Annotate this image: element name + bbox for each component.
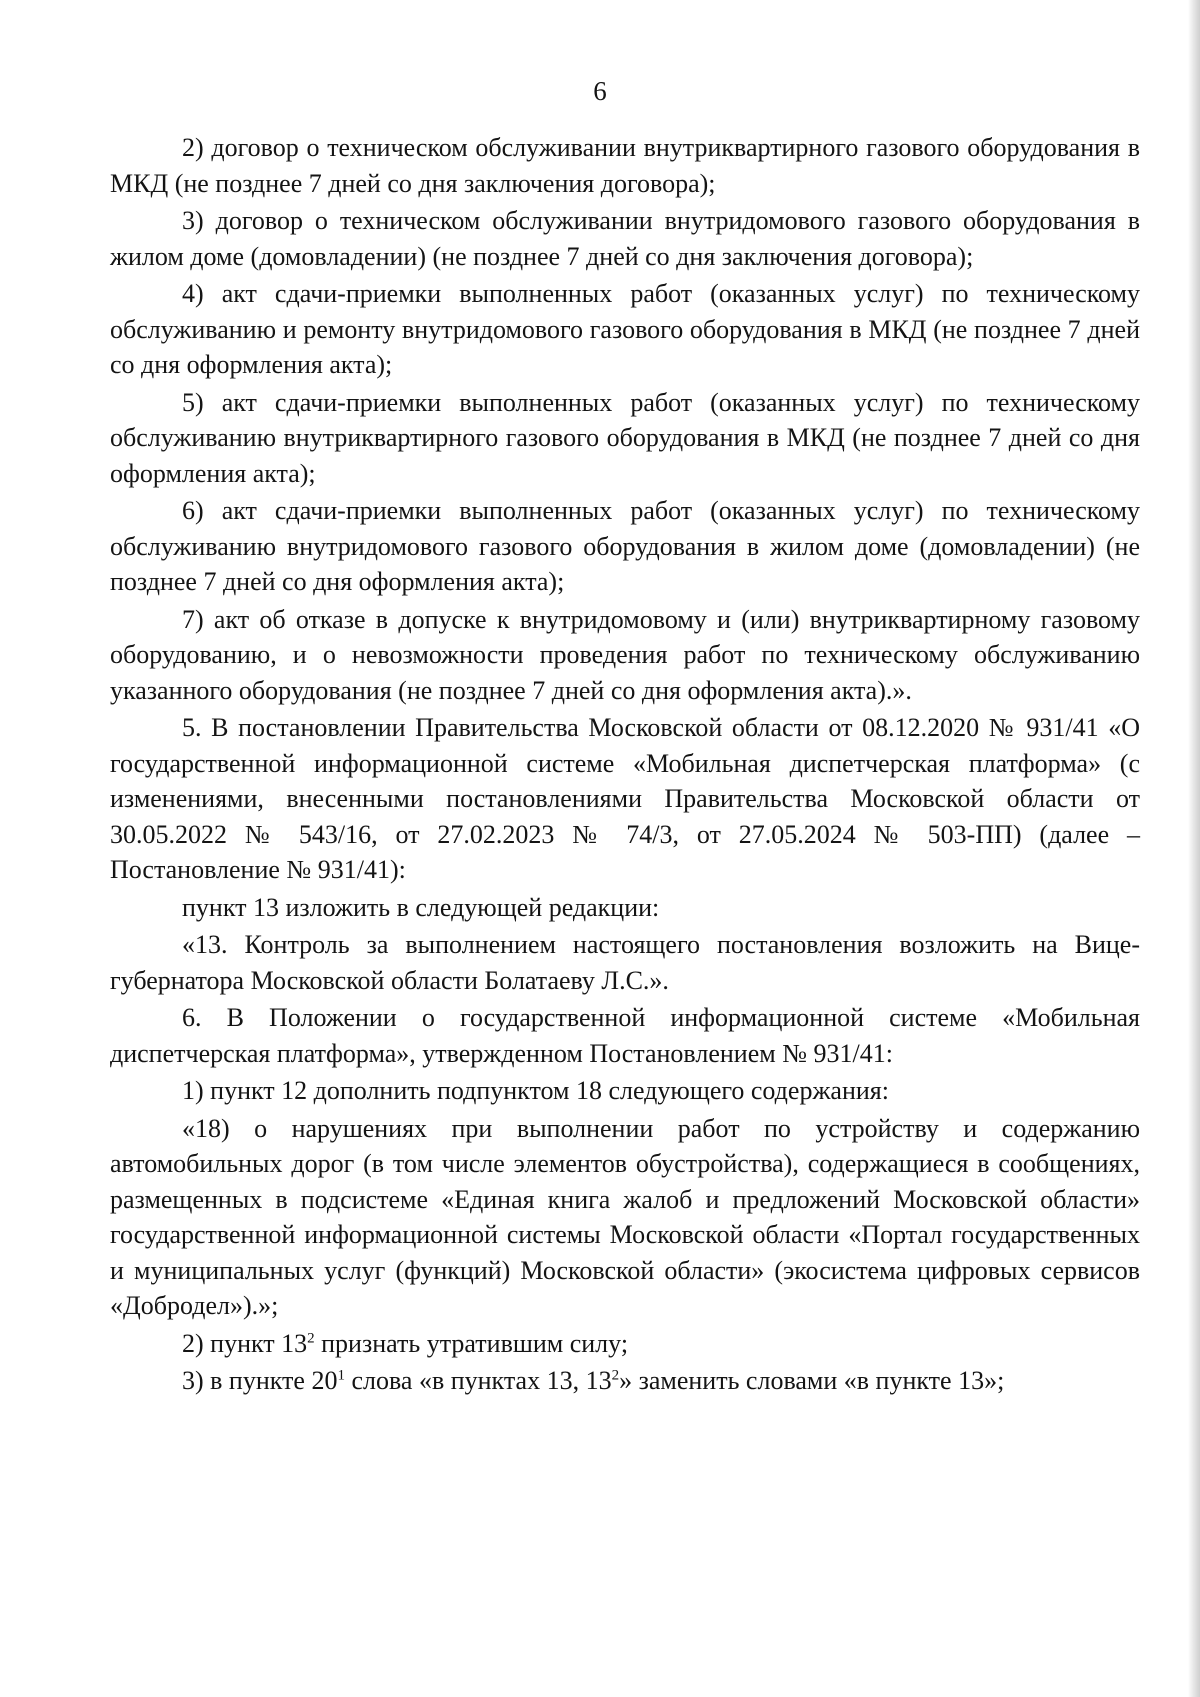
paragraph-item-2: 2) договор о техническом обслуживании внутриквартирного газового оборудования в МКД (не позднее 7 дней со дня заключения договора); — [110, 133, 1140, 198]
paragraph-subitem-3 — [110, 1363, 1140, 1399]
superscript-2b: 2 — [611, 1367, 620, 1384]
paragraph-point-13-text: «13. Контроль за выполнением настоящего постановления возложить на Вице-губернатора Московской области Болатаеву Л.С.». — [110, 930, 1140, 995]
paragraph-item-4: 4) акт сдачи-приемки выполненных работ (оказанных услуг) по техническому обслуживанию и ремонту внутридомового газового оборудования в МКД (не позднее 7 дней со дня оформления акта); — [110, 279, 1140, 379]
subitem-3-text-b: слова «в пунктах 13, 13 — [344, 1366, 612, 1395]
paragraph-subitem-18-text: «18) о нарушениях при выполнении работ по устройству и содержанию автомобильных дорог (в том числе элементов обустройства), содержащиеся в сообщениях, размещенных в подсистеме «Единая книга жалоб и предложений Московской области» государственной информационной системы Московской области «Портал государственных и муниципальных услуг (функций) Московской области» (экосистема цифровых сервисов «Добродел»).»; — [110, 1113, 1140, 1320]
scan-edge-shadow — [1188, 0, 1200, 1697]
subitem-2-text: 2) пункт 13 — [182, 1328, 308, 1358]
subitem-3-text-c: » заменить словами «в пункте 13»; — [619, 1366, 1005, 1395]
document-body — [110, 130, 1140, 1401]
paragraph-point-13-intro: пункт 13 изложить в следующей редакции: — [182, 892, 660, 922]
paragraph-subitem-2 — [110, 1326, 1140, 1362]
paragraph-section-6: 6. В Положении о государственной информационной системе «Мобильная диспетчерская платформа», утвержденном Постановлением № 931/41: — [110, 1003, 1140, 1068]
superscript-2: 2 — [307, 1329, 315, 1346]
page-number: 6 — [593, 76, 607, 106]
paragraph-section-5: 5. В постановлении Правительства Московской области от 08.12.2020 № 931/41 «О государственной информационной системе «Мобильная диспетчерская платформа» (с изменениями, внесенными постановлениями Правительства Московской области от 30.05.2022 № 543/16, от 27.02.2023 № 74/3, от 27.05.2024 № 503-ПП) (далее – Постановление № 931/41): — [110, 713, 1140, 884]
paragraph-item-7: 7) акт об отказе в допуске к внутридомовому и (или) внутриквартирному газовому оборудованию, и о невозможности проведения работ по техническому обслуживанию указанного оборудования (не позднее 7 дней со дня оформления акта).». — [110, 604, 1140, 705]
subitem-3-text-a: 3) в пункте 20 — [182, 1366, 338, 1395]
paragraph-item-3: 3) договор о техническом обслуживании внутридомового газового оборудования в жилом доме (домовладении) (не позднее 7 дней со дня заключения договора); — [110, 206, 1140, 271]
subitem-2-tail: признать утратившим силу; — [314, 1328, 629, 1358]
superscript-1: 1 — [337, 1367, 345, 1384]
paragraph-item-5: 5) акт сдачи-приемки выполненных работ (оказанных услуг) по техническому обслуживанию внутриквартирного газового оборудования в МКД (не позднее 7 дней со дня оформления акта); — [110, 387, 1140, 488]
paragraph-subitem-1: 1) пункт 12 дополнить подпунктом 18 следующего содержания: — [182, 1076, 889, 1105]
paragraph-item-6: 6) акт сдачи-приемки выполненных работ (оказанных услуг) по техническому обслуживанию внутридомового газового оборудования в жилом доме (домовладении) (не позднее 7 дней со дня оформления акта); — [110, 496, 1140, 596]
